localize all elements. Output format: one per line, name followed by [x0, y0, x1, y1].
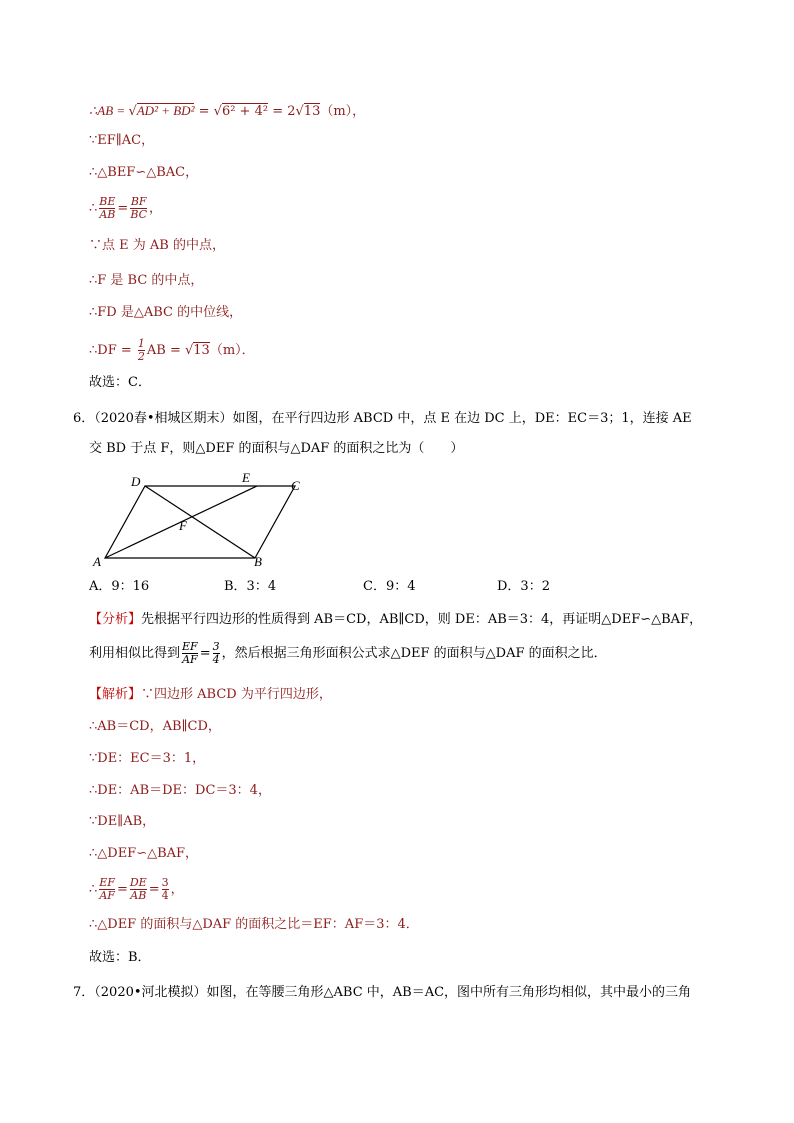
prev-line-1: ∴AB = √AD² + BD² = √6² + 4² = 2√13（m）， [89, 103, 366, 119]
solution-line-2: ∴AB＝CD，AB∥CD， [89, 719, 221, 734]
diagonal-bd [145, 486, 255, 558]
prev-line-7: ∴FD 是△ABC 的中位线， [89, 305, 243, 320]
option-d: D．3：2 [497, 579, 550, 594]
label-e: E [242, 470, 250, 485]
q6-line-1: 6．（2020春•相城区期末）如图，在平行四边形 ABCD 中，点 E 在边 DC 上，DE：EC＝3；1，连接 AE [73, 411, 692, 426]
parallelogram-figure [90, 468, 320, 573]
q7-line-1: 7．（2020•河北模拟）如图，在等腰三角形△ABC 中，AB＝AC，图中所有三角形均相似，其中最小的三角 [73, 985, 692, 1000]
option-c: C．9：4 [363, 579, 416, 594]
prev-line-6: ∴F 是 BC 的中点， [89, 273, 204, 288]
solution-line-4: ∴DE：AB＝DE：DC＝3：4， [89, 783, 271, 798]
solution-line-8: ∴△DEF 的面积与△DAF 的面积之比＝EF：AF＝3：4． [89, 917, 419, 932]
prev-line-2: ∵EF∥AC， [89, 133, 155, 148]
label-f: F [179, 518, 187, 533]
q6-answer: 故选：B． [89, 950, 151, 965]
label-b: B [254, 554, 262, 569]
option-a: A．9：16 [89, 579, 150, 594]
prev-line-3: ∴△BEF∽△BAC， [89, 165, 199, 180]
prev-answer: 故选：C． [89, 375, 151, 390]
solution-line-5: ∵DE∥AB， [89, 814, 156, 829]
option-b: B．3：4 [224, 579, 277, 594]
solution-line-3: ∵DE：EC＝3：1， [89, 751, 206, 766]
label-c: C [291, 478, 300, 493]
analysis-line-1: 【分析】先根据平行四边形的性质得到 AB＝CD，AB∥CD，则 DE：AB＝3：4，再证明△DEF∽△BAF， [89, 612, 703, 627]
label-a: A [93, 554, 101, 569]
prev-line-5: ∵点 E 为 AB 的中点， [89, 238, 225, 253]
solution-line-7: ∴ $\frac{EF}{AF}$ = $\frac{DE}{AB}$ = $\frac{3}{4}$ ， [89, 876, 184, 902]
prev-line-4: ∴ $\frac{BE}{AB}$ = $\frac{BF}{BC}$ ， [89, 195, 163, 221]
solution-line-6: ∴△DEF∽△BAF， [89, 846, 199, 861]
solution-line-1: 【解析】∵四边形 ABCD 为平行四边形， [89, 687, 332, 702]
prev-line-8: ∴DF = $\frac{1}{2}$ AB = √13（m）． [89, 337, 255, 363]
label-d: D [131, 474, 141, 489]
analysis-line-2: 利用相似比得到 $\frac{EF}{AF}$ = $\frac{3}{4}$ ，然后根据三角形面积公式求△DEF 的面积与△DAF 的面积之比． [89, 640, 607, 666]
q6-line-2: 交 BD 于点 F，则△DEF 的面积与△DAF 的面积之比为（ ） [89, 441, 464, 456]
